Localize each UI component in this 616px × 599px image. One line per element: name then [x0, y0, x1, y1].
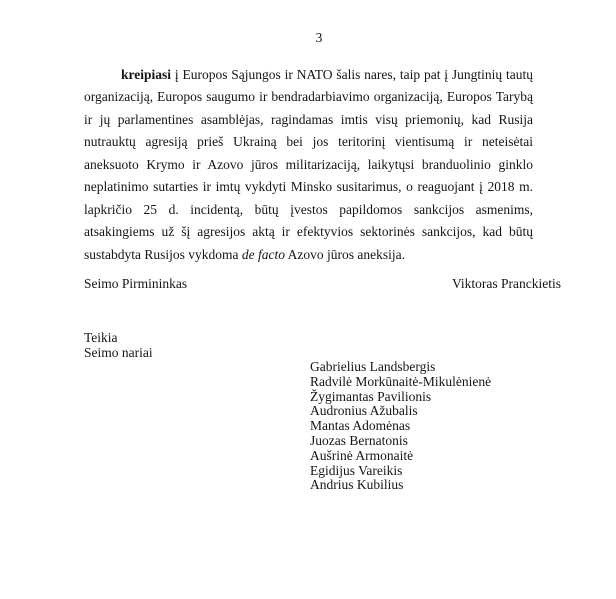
paragraph-body: į Europos Sąjungos ir NATO šalis nares, taip pat į Jungtinių tautų organizaciją, Europos saugumo ir bendradarbiavimo organizaciją, Europos Tarybą ir jų parlamentines asamblėjas, ragindamas imtis visų priemonių, kad Rusija nutrauktų agresiją prieš Ukrainą bei jos teritorinį vientisumą ir neteisėtai aneksuoto Krymo ir Azovo jūros militarizaciją, laikytųsi branduolinio ginklo neplatinimo sutarties ir imtų vykdyti Minsko susitarimus, o reaguojant į 2018 m. lapkričio 25 d. incidentą, būtų įvestos papildomos sankcijos asmenims, atsakingiems už šį agresijos aktą ir efektyvios sektorinės sankcijos, kad būtų sustabdyta Rusijos vykdoma [84, 66, 533, 262]
submitter-name: Audronius Ažubalis [310, 403, 418, 419]
signature-name: Viktoras Pranckietis [451, 276, 561, 291]
submitter-name: Žygimantas Pavilionis [310, 388, 432, 404]
paragraph-bold-lead: kreipiasi [121, 66, 172, 82]
submitter-names-list [310, 360, 491, 493]
submitters-block [84, 331, 561, 361]
submitter-name: Gabrielius Landsbergis [310, 359, 436, 374]
page-number: 3 [315, 30, 323, 45]
signature-title: Seimo Pirmininkas [84, 276, 188, 291]
submitter-name: Juozas Bernatonis [310, 432, 408, 448]
submitter-name: Radvilė Morkūnaitė-Mikulėnienė [310, 373, 492, 389]
paragraph-italic-phrase: de facto [241, 246, 285, 262]
submitters-label-teikia: Teikia [84, 330, 118, 345]
submitter-name: Andrius Kubilius [310, 477, 404, 493]
submitter-name: Egidijus Vareikis [310, 462, 403, 478]
submitter-name: Aušrinė Armonaitė [310, 447, 414, 463]
signature-row [84, 276, 561, 292]
resolution-paragraph [84, 64, 533, 267]
submitters-label-seimo-nariai: Seimo nariai [84, 344, 153, 360]
submitter-name: Mantas Adomėnas [310, 418, 411, 434]
paragraph-tail: Azovo jūros aneksija. [285, 246, 405, 262]
